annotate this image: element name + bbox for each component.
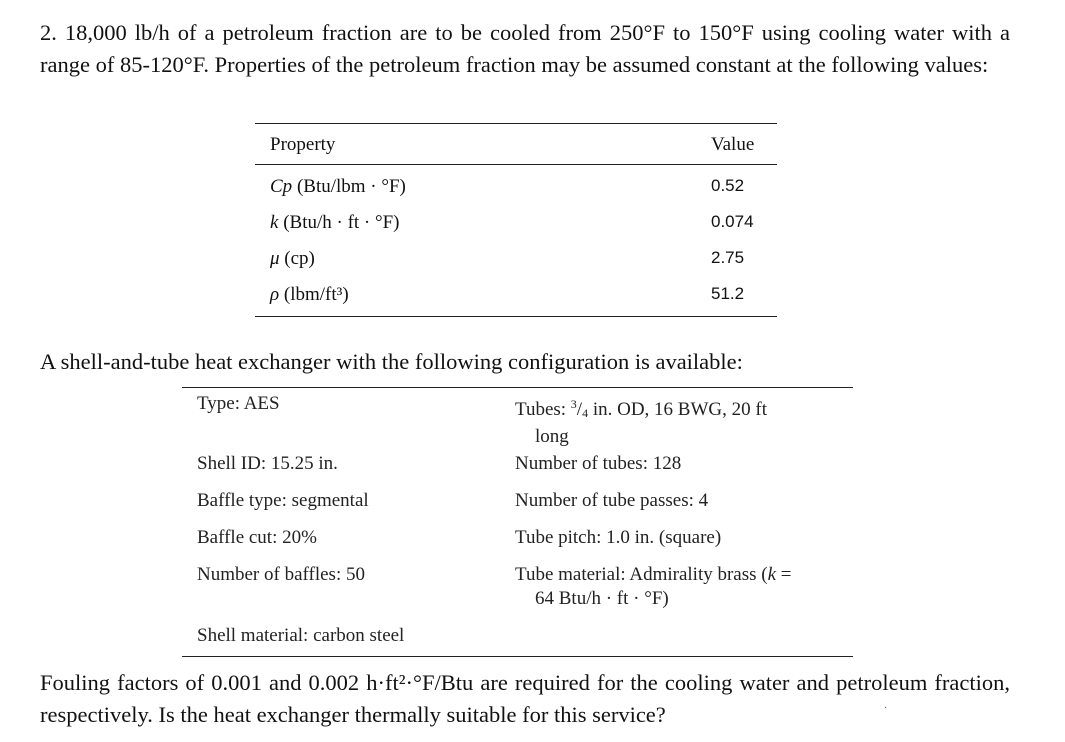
property-unit: (Btu/h · ft · °F) — [283, 212, 400, 233]
property-value: 0.074 — [711, 212, 754, 231]
stray-mark: · — [884, 703, 888, 714]
property-unit: (lbm/ft³) — [283, 284, 349, 305]
property-symbol: μ — [270, 248, 280, 269]
baffle-cut: Baffle cut: 20% — [197, 527, 317, 548]
property-header: Property — [270, 134, 336, 155]
tubes-prefix: Tubes: — [515, 399, 567, 420]
tubes-details: in. OD, 16 BWG, 20 ft — [592, 399, 767, 420]
property-symbol: Cp — [270, 176, 293, 197]
tubes-spec — [515, 392, 767, 449]
fraction-numerator: 3 — [570, 397, 577, 411]
property-table-header — [255, 124, 777, 165]
exchanger-type: Type: AES — [197, 393, 280, 414]
shell-material: Shell material: carbon steel — [197, 625, 405, 646]
table-row — [255, 204, 777, 240]
tube-material — [515, 563, 792, 611]
exchanger-intro-paragraph: A shell-and-tube heat exchanger with the following configuration is available: — [40, 349, 743, 374]
number-of-baffles: Number of baffles: 50 — [197, 564, 365, 585]
tube-material-k: k — [767, 564, 777, 585]
property-table — [255, 123, 777, 317]
fraction-denominator: 4 — [582, 406, 589, 420]
tube-material-cont: 64 Btu/h · ft · °F) — [535, 588, 669, 609]
property-unit: (Btu/lbm · °F) — [296, 176, 406, 197]
shell-id: Shell ID: 15.25 in. — [197, 453, 338, 474]
tube-material-prefix: Tube material: Admirality brass ( — [515, 564, 768, 585]
tubes-details-cont: long — [535, 426, 569, 447]
tube-od-fraction: $^3/_4$ — [570, 397, 589, 420]
property-value: 51.2 — [711, 284, 745, 303]
property-unit: (cp) — [284, 248, 315, 269]
problem-intro-paragraph: 2. 18,000 lb/h of a petroleum fraction are to be cooled from 250°F to 150°F using cooling water with a range of 85-120°F. Properties of the petroleum fraction may be assumed constant at the following values: — [40, 20, 1010, 77]
configuration-table — [182, 387, 853, 657]
table-row — [255, 276, 777, 312]
baffle-type: Baffle type: segmental — [197, 490, 369, 511]
number-of-tubes: Number of tubes: 128 — [515, 453, 682, 474]
question-paragraph: Fouling factors of 0.001 and 0.002 h·ft²·°F/Btu are required for the cooling water and petroleum fraction, respectively. Is the heat exchanger thermally suitable for this service? — [40, 670, 1010, 727]
table-row — [255, 240, 777, 276]
property-symbol: ρ — [270, 284, 280, 305]
table-row — [255, 168, 777, 204]
tube-material-eq: = — [776, 564, 792, 585]
value-header: Value — [711, 134, 755, 155]
property-value: 2.75 — [711, 248, 745, 267]
tube-pitch: Tube pitch: 1.0 in. (square) — [515, 527, 722, 548]
property-value: 0.52 — [711, 176, 745, 195]
property-symbol: k — [270, 212, 279, 233]
tube-passes: Number of tube passes: 4 — [515, 490, 709, 511]
